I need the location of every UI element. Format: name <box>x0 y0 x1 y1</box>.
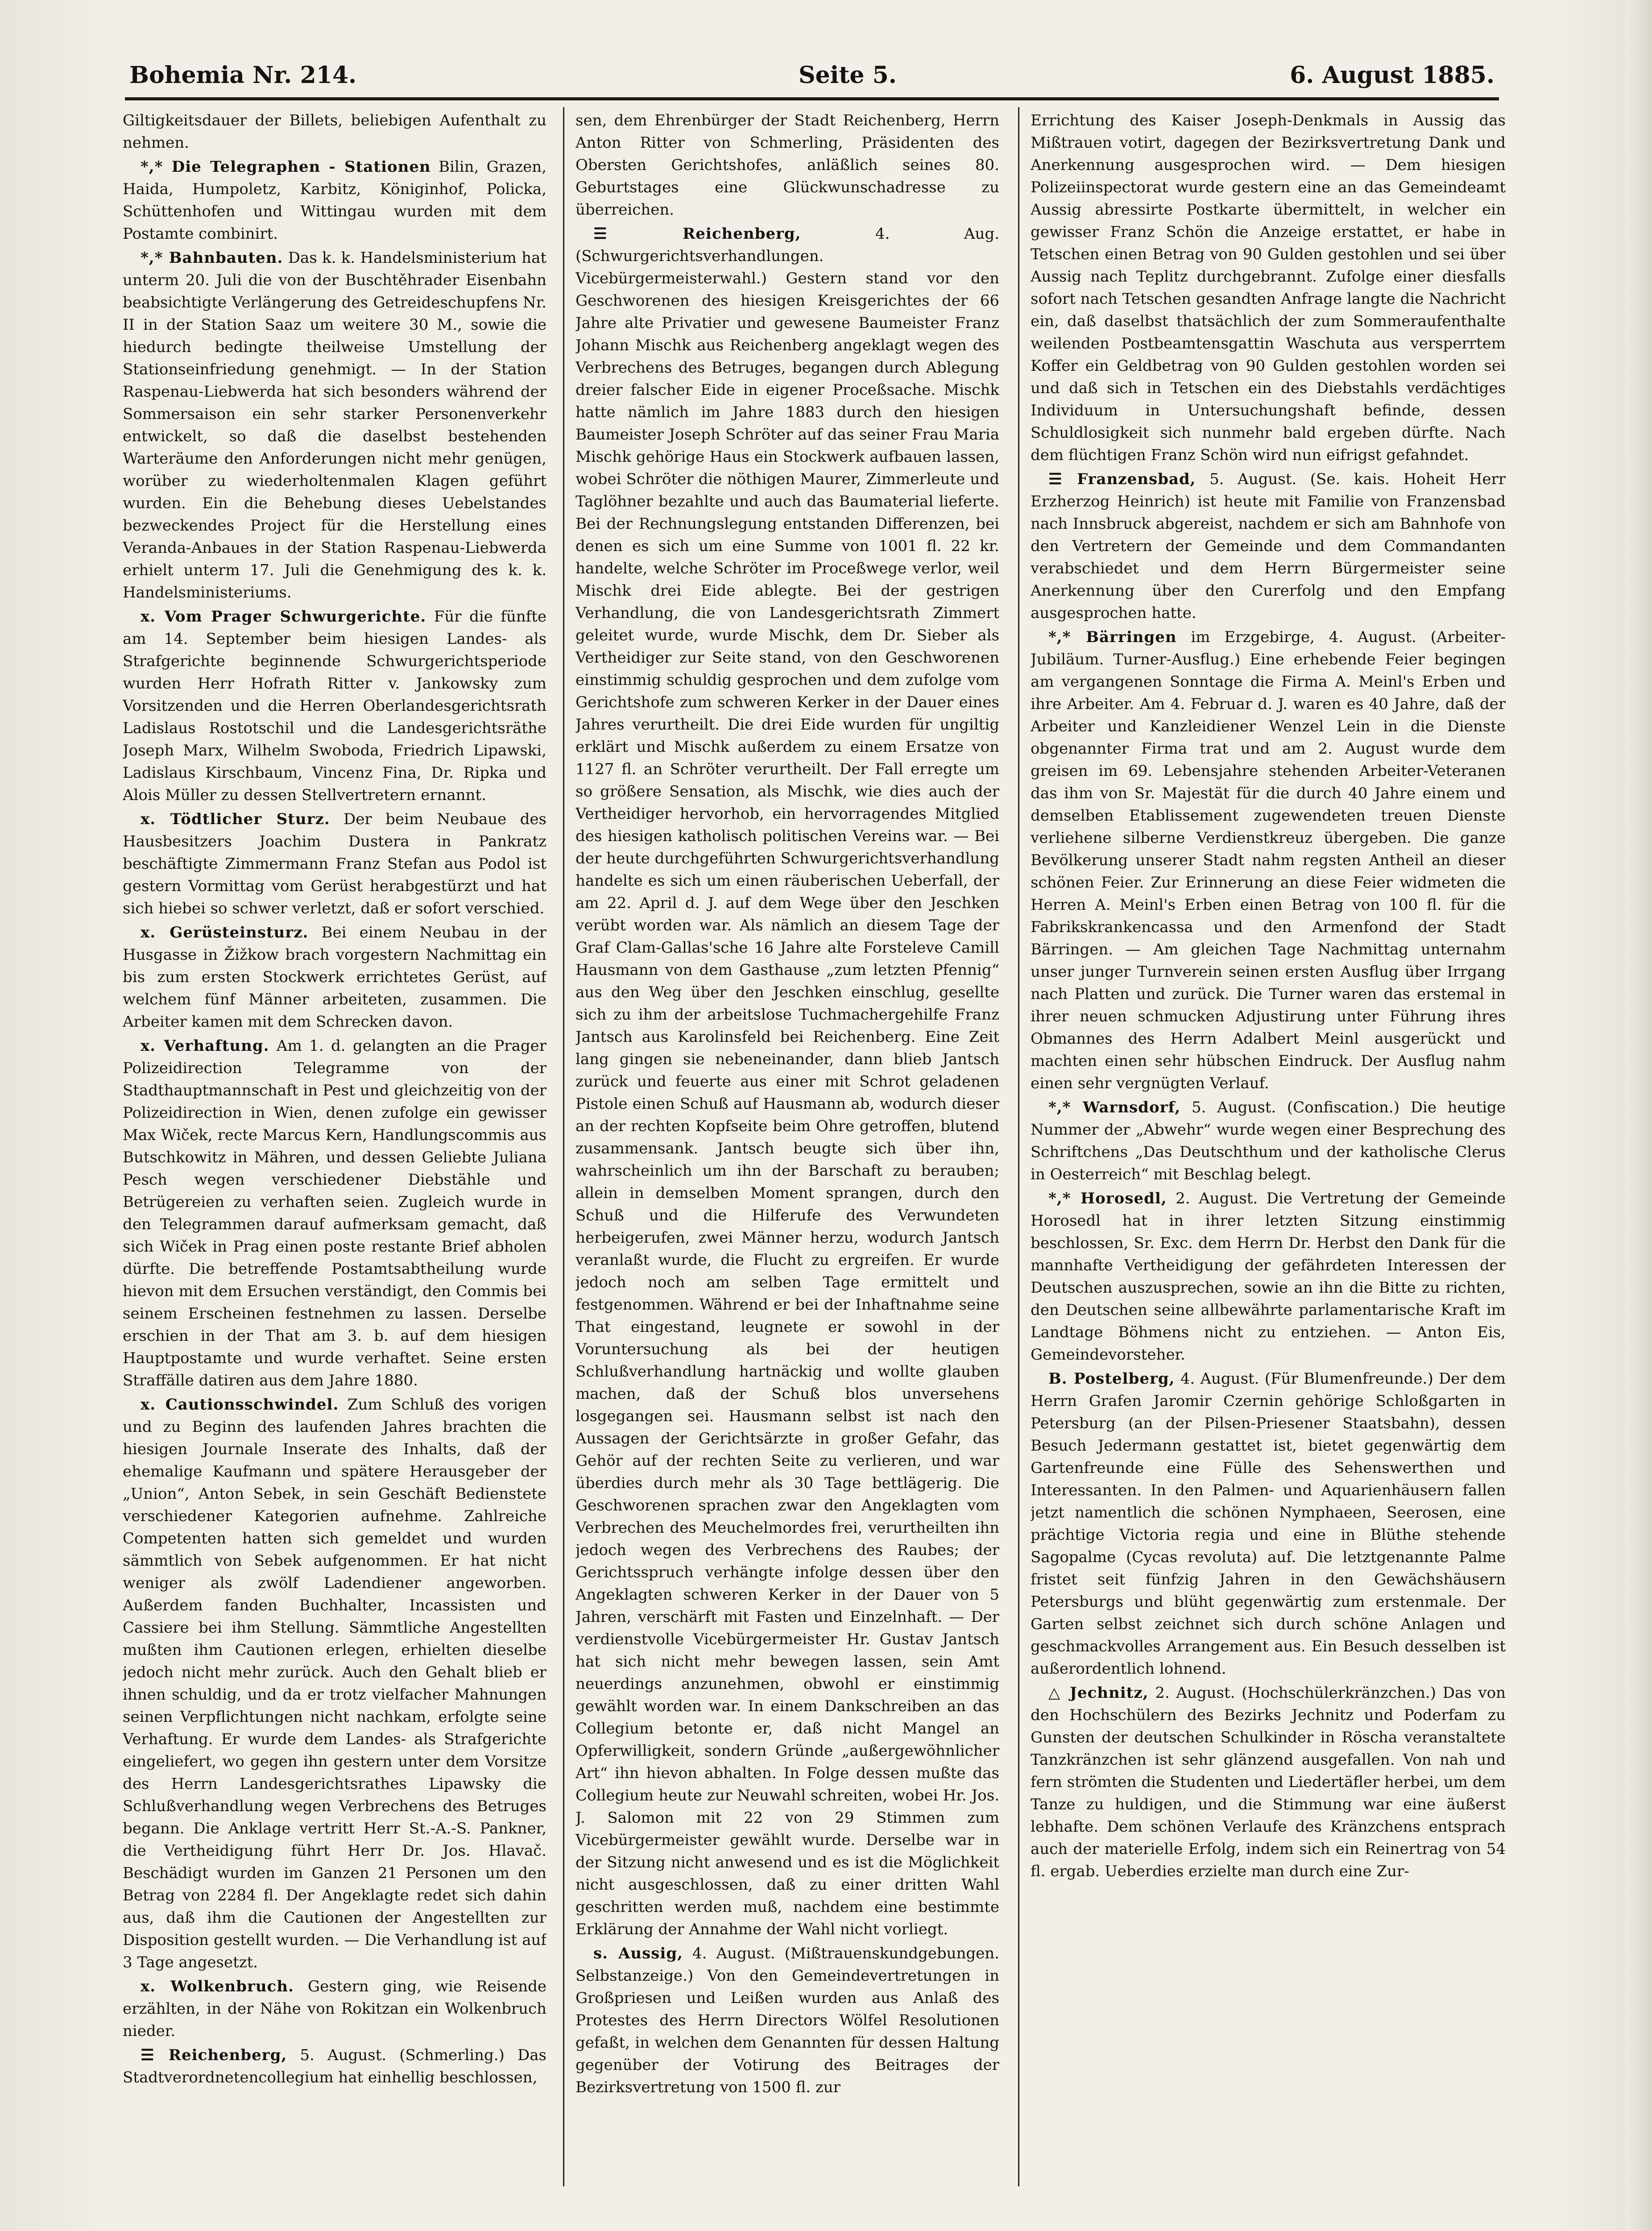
article-headline: *,* Bahnbauten. <box>141 249 283 267</box>
article-paragraph <box>1031 626 1506 1095</box>
article-paragraph <box>123 1975 547 2042</box>
article-headline: x. Gerüsteinsturz. <box>141 924 309 941</box>
article-paragraph <box>123 1035 547 1392</box>
article-paragraph <box>1031 468 1506 624</box>
article-headline: x. Verhaftung. <box>141 1037 269 1055</box>
article-text: Bilin, Grazen, Haida, Humpoletz, Karbitz, Königinhof, Policka, Schüttenhofen und Wittingau wurden mit dem Postamte combinirt. <box>123 158 547 243</box>
article-headline: x. Tödtlicher Sturz. <box>141 810 330 828</box>
article-text: Für die fünfte am 14. September beim hiesigen Landes- als Strafgerichte beginnende Schwurgerichtsperiode wurden Herr Hofrath Ritter v. Jankowsky zum Vorsitzenden und die Herren Oberlandesgerichtsrath Ladislaus Rostotschil und die Landesgerichtsräthe Joseph Marx, Wilhelm Swoboda, Friedrich Lipawski, Ladislaus Kirschbaum, Vincenz Fina, Dr. Ripka und Alois Müller zu dessen Stellvertretern ernannt. <box>123 608 547 804</box>
article-headline: x. Vom Prager Schwurgerichte. <box>141 608 426 626</box>
article-paragraph <box>123 156 547 245</box>
article-paragraph <box>1031 1187 1506 1366</box>
article-paragraph <box>576 1942 999 2098</box>
article-text: 2. August. (Hochschülerkränzchen.) Das von den Hochschülern des Bezirks Jechnitz und Poderfam zu Gunsten der deutschen Schulkinder in Röscha veranstaltete Tanzkränzchen ist sehr glänzend ausgefallen. Von nah und fern strömten die Studenten und Liedertäfler herbei, um dem Tanze zu huldigen, und die Stimmung war eine äußerst lebhafte. Dem schönen Verlaufe des Kränzchens entsprach auch der materielle Erfolg, indem sich ein Reinertrag von 54 fl. ergab. Ueberdies erzielte man durch eine Zur- <box>1031 1684 1506 1880</box>
article-headline: x. Wolkenbruch. <box>141 1978 294 1995</box>
column-3 <box>1031 109 1506 2180</box>
page-header <box>129 57 1495 97</box>
article-paragraph <box>123 2044 547 2089</box>
article-paragraph <box>123 109 547 154</box>
article-headline: B. Postelberg, <box>1048 1370 1175 1388</box>
article-headline: *,* Horosedl, <box>1048 1190 1167 1207</box>
column-divider <box>1018 107 1019 2186</box>
article-paragraph <box>123 921 547 1033</box>
article-text: sen, dem Ehrenbürger der Stadt Reichenberg, Herrn Anton Ritter von Schmerling, Präsidenten des Obersten Gerichtshofes, anläßlich seines 80. Geburtstages eine Glückwunschadresse zu überreichen. <box>576 112 999 219</box>
header-rule <box>125 97 1499 100</box>
article-text: Der beim Neubaue des Hausbesitzers Joachim Dusterа in Pankratz beschäftigte Zimmermann Franz Stefan aus Podol ist gestern Vormittag vom Gerüst herabgestürzt und hat sich hiebei so schwer verletzt, daß er sofort verschied. <box>123 810 547 917</box>
header-date: 6. August 1885. <box>1290 62 1495 89</box>
column-2 <box>576 109 999 2180</box>
article-paragraph <box>1031 1682 1506 1883</box>
header-page-number: Seite 5. <box>799 62 897 89</box>
article-headline: ☰ Franzensbad, <box>1048 470 1196 488</box>
article-headline: s. Aussig, <box>593 1945 683 1962</box>
column-divider <box>563 107 564 2186</box>
article-text: Am 1. d. gelangten an die Prager Polizeidirection Telegramme von der Stadthauptmannschaft in Pest und gleichzeitig von der Polizeidirection in Wien, denen zufolge ein gewisser Max Wiček, recte Marcus Kern, Handlungscommis aus Butschkowitz in Mähren, und dessen Geliebte Juliana Pesch wegen verschiedener Diebstähle und Betrügereien zu verhaften seien. Zugleich wurde in den Telegrammen darauf aufmerksam gemacht, daß sich Wiček in Prag einen poste restante Brief abholen dürfte. Die betreffende Postamtsabtheilung wurde hievon mit dem Ersuchen verständigt, den Commis bei seinem Erscheinen festnehmen zu lassen. Derselbe erschien in der That am 3. b. auf dem hiesigen Hauptpostamte und wurde verhaftet. Seine ersten Straffälle datiren aus dem Jahre 1880. <box>123 1037 547 1389</box>
article-text: Das k. k. Handelsministerium hat unterm 20. Juli die von der Buschtěhrader Eisenbahn beabsichtigte Verlängerung des Getreideschupfens Nr. II in der Station Saaz um weitere 30 M., sowie die hiedurch bedingte theilweise Umstellung der Stationseinfriedung genehmigt. — In der Station Raspenau-Liebwerda hat sich besonders während der Sommersaison ein sehr starker Personenverkehr entwickelt, so daß die daselbst bestehenden Warteräume den Anforderungen nicht mehr genügen, worüber zu wiederholtenmalen Klagen geführt wurden. Ein die Behebung dieses Uebelstandes bezweckendes Project für die Herstellung eines Veranda-Anbaues in der Station Raspenau-Liebwerda erhielt unterm 17. Juli die Genehmigung des k. k. Handelsministeriums. <box>123 249 547 601</box>
article-text: 4. Aug. (Schwurgerichtsverhandlungen. Vicebürgermeisterwahl.) Gestern stand vor den Geschworenen des hiesigen Kreisgerichtes der 66 Jahre alte Privatier und gewesene Baumeister Franz Johann Mischk aus Reichenberg angeklagt wegen des Verbrechens des Betruges, begangen durch Ablegung dreier falscher Eide in eigener Procеßsache. Mischk hatte nämlich im Jahre 1883 durch den hiesigen Baumeister Joseph Schröter auf das seiner Frau Maria Mischk gehörige Haus ein Stockwerk aufbauen lassen, wobei Schröter die nöthigen Maurer, Zimmerleute und Taglöhner bezahlte und auch das Baumaterial lieferte. Bei der Rechnungslegung entstanden Differenzen, bei denen es sich um eine Summe von 1001 fl. 22 kr. handelte, welche Schröter im Proceßwege verlor, weil Mischk drei Eide ablegte. Bei der gestrigen Verhandlung, die von Landesgerichtsrath Zimmert geleitet wurde, wurde Mischk, dem Dr. Sieber als Vertheidiger zur Seite stand, von den Geschworenen einstimmig schuldig gesprochen und dem zufolge vom Gerichtshofe zum schweren Kerker in der Dauer eines Jahres verurtheilt. Die drei Eide wurden für ungiltig erklärt und Mischk außerdem zu einem Ersatze von 1127 fl. an Schröter verurtheilt. Der Fall erregte um so größere Sensation, als Mischk, wie dies auch der Vertheidiger hervorhob, ein hervorragendes Mitglied des hiesigen katholisch politischen Vereins war. — Bei der heute durchgeführten Schwurgerichtsverhandlung handelte es sich um einen räuberischen Ueberfall, der am 22. April d. J. auf dem Wege über den Jeschken verübt worden war. Als nämlich an diesem Tage der Graf Clam-Gallas'sche 16 Jahre alte Forsteleve Camill Hausmann von dem Gasthause „zum letzten Pfennig“ aus den Weg über den Jeschken einschlug, gesellte sich zu ihm der arbeitslose Tuchmachergehilfe Franz Jantsch aus Karolinsfeld bei Reichenberg. Eine Zeit lang gingen sie nebeneinander, dann blieb Jantsch zurück und feuerte aus einer mit Schrot geladenen Pistole einen Schuß auf Hausmann ab, wodurch dieser an der rechten Kopfseite beim Ohre getroffen, blutend zusammensank. Jantsch beugte sich über ihn, wahrscheinlich um ihn der Barschaft zu berauben; allein in demselben Moment sprangen, durch den Schuß und die Hilferufe des Verwundeten herbeigerufen, zwei Männer herzu, wodurch Jantsch veranlaßt wurde, die Flucht zu ergreifen. Er wurde jedoch noch am selben Tage ermittelt und festgenommen. Während er bei der Inhaftnahme seine That eingestand, leugnete er sowohl in der Voruntersuchung als bei der heutigen Schlußverhandlung hartnäckig und wollte glauben machen, daß der Schuß blos unversehens losgegangen sei. Hausmann selbst ist nach den Aussagen der Gerichtsärzte in großer Gefahr, das Gehör auf der rechten Seite zu verlieren, und war überdies durch mehr als 30 Tage bettlägerig. Die Geschworenen sprachen zwar den Angeklagten vom Verbrechen des Meuchelmordes frei, verurtheilten ihn jedoch wegen des Verbrechens des Raubes; der Gerichtsspruch verhängte infolge dessen über den Angeklagten schweren Kerker in der Dauer von 5 Jahren, verschärft mit Fasten und Einzelnhaft. — Der verdienstvolle Vicebürgermeister Hr. Gustav Jantsch hat sich nicht mehr bewegen lassen, sein Amt neuerdings anzunehmen, obwohl er einstimmig gewählt worden war. In einem Dankschreiben an das Collegium betonte er, daß nicht Mangel an Opferwilligkeit, sondern Gründe „außergewöhnlicher Art“ ihn hievon abhalten. In Folge dessen mußte das Collegium heute zur Neuwahl schreiten, wobei Hr. Jos. J. Salomon mit 22 von 29 Stimmen zum Vicebürgermeister gewählt wurde. Derselbe war in der Sitzung nicht anwesend und es ist die Möglichkeit nicht ausgeschlossen, daß zu einer dritten Wahl geschritten werden muß, nachdem eine bestimmte Erklärung der Annahme der Wahl nicht vorliegt. <box>576 225 999 1938</box>
article-headline: x. Cautionsschwindel. <box>141 1396 339 1414</box>
article-text: Errichtung des Kaiser Joseph-Denkmals in Aussig das Mißtrauen votirt, dagegen der Bezirksvertretung Dank und Anerkennung ausgesprochen wird. — Dem hiesigen Polizeiinspectorat wurde gestern eine an das Gemeindeamt Aussig abressirte Postkarte übermittelt, in welcher ein gewisser Franz Schön die Anzeige erstattet, er habe in Tetschen einen Betrag von 90 Gulden gestohlen und sei über Aussig nach Teplitz durchgebrannt. Zufolge einer diesfalls sofort nach Tetschen gesandten Anfrage langte die Nachricht ein, daß daselbst thatsächlich der zum Sommeraufenthalte weilenden Postbeamtensgattin Waschuta aus versperrtem Koffer ein Geldbetrag von 90 Gulden gestohlen worden sei und daß sich in Tetschen ein des Diebstahls verdächtiges Individuum in Untersuchungshaft befinde, dessen Schuldlosigkeit sich nunmehr bald ergeben dürfte. Nach dem flüchtigen Franz Schön wird nun eifrigst gefahndet. <box>1031 112 1506 464</box>
article-text: 2. August. Die Vertretung der Gemeinde Horosedl hat in ihrer letzten Sitzung einstimmig beschlossen, Sr. Exc. dem Herrn Dr. Herbst den Dank für die mannhafte Vertheidigung der gefährdeten Interessen der Deutschen auszusprechen, sowie an ihn die Bitte zu richten, den Deutschen seine allbewährte parlamentarische Kraft im Landtage Böhmens nicht zu entziehen. — Anton Eis, Gemeindevorsteher. <box>1031 1190 1506 1364</box>
header-issue: Bohemia Nr. 214. <box>129 62 357 89</box>
article-headline: ☰ Reichenberg, <box>593 225 801 243</box>
article-text: 5. August. (Schmerling.) Das Stadtverordnetencollegium hat einhellig beschlossen, <box>123 2046 547 2086</box>
article-text: Zum Schluß des vorigen und zu Beginn des laufenden Jahres brachten die hiesigen Journale Inserate des Inhalts, daß der ehemalige Kaufmann und spätere Herausgeber der „Union“, Anton Sebek, in sein Geschäft Bedienstete verschiedener Kategorien aufnehme. Zahlreiche Competenten hatten sich gemeldet und wurden sämmtlich von Sebek aufgenommen. Er hat nicht weniger als zwölf Ladendiener angeworben. Außerdem fanden Buchhalter, Incassisten und Cassiere bei ihm Stellung. Sämmtliche Angestellten mußten ihm Cautionen erlegen, erhielten dieselbe jedoch nicht mehr zurück. Auch den Gehalt blieb er ihnen schuldig, und da er trotz vielfacher Mahnungen seinen Verpflichtungen nicht nachkam, erfolgte seine Verhaftung. Er wurde dem Landes- als Strafgerichte eingeliefert, wo gegen ihn gestern unter dem Vorsitze des Herrn Landesgerichtsrathes Lipawsky die Schlußverhandlung wegen Verbrechens des Betruges begann. Die Anklage vertritt Herr St.-A.-S. Pankner, die Vertheidigung führt Herr Dr. Jos. Hlavač. Beschädigt wurden im Ganzen 21 Personen um den Betrag von 2284 fl. Der Angeklagte redet sich dahin aus, daß ihm die Cautionen der Angestellten zur Disposition gestellt wurden. — Die Verhandlung ist auf 3 Tage angesetzt. <box>123 1396 547 1971</box>
article-paragraph <box>123 1393 547 1974</box>
article-text: 4. August. (Mißtrauenskundgebungen. Selbstanzeige.) Von den Gemeindevertretungen in Großpriesen und Leißen wurden aus Anlaß des Protestes des Herrn Directors Wölfel Resolutionen gefaßt, in welchen dem Genannten für dessen Haltung gegenüber der Votirung des Beitrages der Bezirksvertretung von 1500 fl. zur <box>576 1945 999 2096</box>
article-text: Giltigkeitsdauer der Billets, beliebigen Aufenthalt zu nehmen. <box>123 112 547 152</box>
page-edge-shadow <box>1625 0 1652 2231</box>
article-text: 4. August. (Für Blumenfreunde.) Der dem Herrn Grafen Jaromir Czernin gehörige Schloßgarten in Petersburg (an der Pilsen-Priesener Staatsbahn), dessen Besuch Jedermann gestattet ist, bietet gegenwärtig dem Gartenfreunde eine Fülle des Sehenswerthen und Interessanten. In den Palmen- und Aquarienhäusern fallen jetzt namentlich die schönen Nymphaeen, Seerosen, eine prächtige Victoria regia und eine in Blüthe stehende Sagopalme (Cycas revoluta) auf. Die letztgenannte Palme fristet seit fünfzig Jahren in den Gewächshäusern Petersburgs und blüht gegenwärtig zum erstenmale. Der Garten selbst zeichnet sich durch schöne Anlagen und geschmackvolles Arrangement aus. Ein Besuch desselben ist außerordentlich lohnend. <box>1031 1370 1506 1678</box>
article-paragraph <box>123 247 547 604</box>
article-paragraph <box>576 223 999 1941</box>
article-text: im Erzgebirge, 4. August. (Arbeiter-Jubiläum. Turner-Ausflug.) Eine erhebende Feier begingen am vergangenen Sonntage die Firma A. Meinl's Erben und ihre Arbeiter. Am 4. Februar d. J. waren es 40 Jahre, daß der Arbeiter und Kanzleidiener Wenzel Lein in die Dienste obgenannter Firma trat und am 2. August wurde dem greisen im 69. Lebensjahre stehenden Arbeiter-Veteranen das ihm von Sr. Majestät für die durch 40 Jahre einem und demselben Etablissement zugewendeten treuen Dienste verliehene silberne Verdienstkreuz übergeben. Die ganze Bevölkerung unserer Stadt nahm regsten Antheil an dieser schönen Feier. Zur Erinnerung an diese Feier widmeten die Herren A. Meinl's Erben einen Betrag von 100 fl. für die Fabrikskrankencassa und den Armenfond der Stadt Bärringen. — Am gleichen Tage Nachmittag unternahm unser junger Turnverein seinen ersten Ausflug über Irrgang nach Platten und zurück. Die Turner waren das erstemal in ihrer neuen schmucken Adjustirung unter Führung ihres Obmannes des Herrn Adalbert Meinl ausgerückt und machten einen sehr hübschen Eindruck. Der Ausflug nahm einen sehr vergnügten Verlauf. <box>1031 628 1506 1092</box>
article-paragraph <box>123 808 547 920</box>
article-paragraph <box>123 605 547 806</box>
article-headline: △ Jechnitz, <box>1048 1684 1149 1702</box>
article-text: Gestern ging, wie Reisende erzählten, in der Nähe von Rokitzan ein Wolkenbruch nieder. <box>123 1978 547 2040</box>
article-paragraph <box>1031 109 1506 466</box>
article-paragraph <box>1031 1096 1506 1186</box>
article-text: Bei einem Neubau in der Husgasse in Žižkow brach vorgestern Nachmittag ein bis zum ersten Stockwerk errichtetes Gerüst, auf welchem fünf Männer arbeiteten, zusammen. Die Arbeiter kamen mit dem Schrecken davon. <box>123 924 547 1031</box>
article-headline: *,* Bärringen <box>1048 628 1177 646</box>
article-headline: *,* Die Telegraphen - Stationen <box>141 158 431 176</box>
article-paragraph <box>1031 1368 1506 1680</box>
article-text: 5. August. (Se. kais. Hoheit Herr Erzherzog Heinrich) ist heute mit Familie von Franzensbad nach Innsbruck abgereist, nachdem er sich am Bahnhofe von den Vertretern der Gemeinde und dem Commandanten verabschiedet und dem Herrn Bürgermeister seine Anerkennung über den Curerfolg und den Empfang ausgesprochen hatte. <box>1031 470 1506 622</box>
column-1 <box>123 109 547 2180</box>
article-headline: ☰ Reichenberg, <box>141 2046 287 2064</box>
article-headline: *,* Warnsdorf, <box>1048 1099 1181 1116</box>
article-text: 5. August. (Confiscation.) Die heutige Nummer der „Abwehr“ wurde wegen einer Besprechung des Schriftchens „Das Deutschthum und der katholische Clerus in Oesterreich“ mit Beschlag belegt. <box>1031 1099 1506 1183</box>
article-paragraph <box>576 109 999 221</box>
